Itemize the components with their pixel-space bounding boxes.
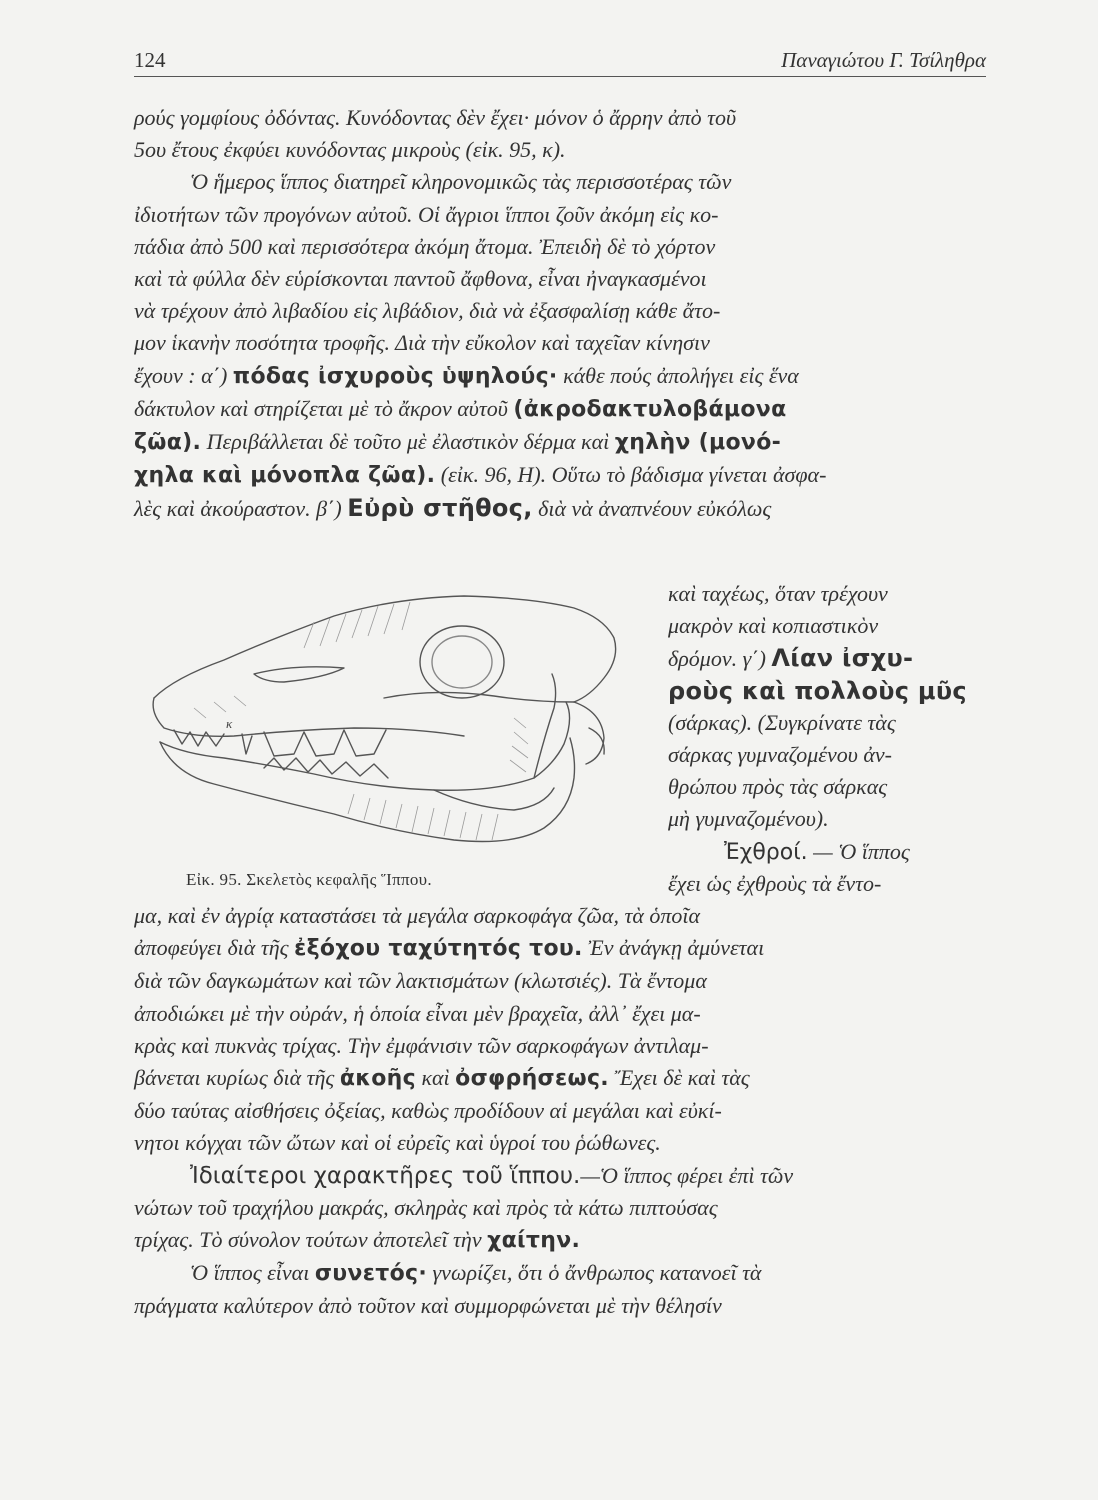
text-fragment: βάνεται κυρίως διὰ τῆς [134,1065,340,1091]
text-fragment: διὰ νὰ ἀναπνέουν εὐκόλως [532,496,772,522]
text-fragment: — Ὁ ἵππος [807,838,910,864]
text-block-top [134,102,986,526]
figure-horse-skull [134,578,634,898]
text-line [668,836,986,868]
text-line: (σάρκας). (Συγκρίνατε τὰς [668,709,896,735]
page-header [134,40,986,77]
side-text-column [668,578,986,900]
text-line: δύο ταύτας αἰσθήσεις ὀξείας, καθὼς προδίδουν αἱ μεγάλαι καὶ εὐκί- [134,1098,722,1124]
text-line [668,642,986,674]
bold-term: ἐξόχου ταχύτητός του. [294,936,583,962]
paragraph-3 [134,900,986,1160]
bold-term: πόδας ἰσχυροὺς ὑψηλούς· [232,363,558,389]
text-fragment: δάκτυλον καὶ στηρίζεται μὲ τὸ ἄκρον αὐτοῦ [134,395,514,421]
text-fragment: (εἰκ. 96, Η). Οὕτω τὸ βάδισμα γίνεται ἀσφα- [435,462,827,488]
figure-label-k: κ [226,716,233,731]
bold-term: συνετός· [314,1261,428,1287]
bold-term: ἀκοῆς [339,1066,416,1092]
text-line: 5ου ἔτους ἐκφύει κυνόδοντας μικροὺς (εἰκ. 95, κ). [134,137,566,163]
bold-term: ὀσφρήσεως. [455,1066,609,1092]
text-fragment: ἀποφεύγει διὰ τῆς [134,935,295,961]
text-fragment: λὲς καὶ ἀκούραστον. β΄) [134,496,348,522]
text-fragment: Περιβάλλεται δὲ τοῦτο μὲ ἐλαστικὸν δέρμα καὶ [201,429,615,455]
text-fragment: δρόμον. γ΄) [668,646,772,672]
text-fragment: κάθε πούς ἀπολήγει εἰς ἕνα [557,362,799,388]
text-line: διὰ τῶν δαγκωμάτων καὶ τῶν λακτισμάτων (κλωτσιές). Τὰ ἔντομα [134,968,707,994]
text-line: μὴ γυμναζομένου). [668,806,829,832]
text-line [668,675,986,707]
text-fragment: καὶ [415,1065,456,1091]
bold-term: χηλα καὶ μόνοπλα ζῶα). [134,463,436,489]
text-line: θρώπου πρὸς τὰς σάρκας [668,774,888,800]
text-line: ἀποδιώκει μὲ τὴν οὐράν, ἡ ὁποία εἶναι μὲν βραχεῖα, ἀλλ᾽ ἔχει μα- [134,1000,701,1026]
paragraph-1 [134,102,986,166]
text-line: ρούς γομφίους ὀδόντας. Κυνόδοντας δὲν ἔχει· μόνον ὁ ἄρρην ἀπὸ τοῦ [134,105,737,130]
text-line: σάρκας γυμναζομένου ἀν- [668,741,892,767]
text-line: μον ἱκανὴν ποσότητα τροφῆς. Διὰ τὴν εὔκολον καὶ ταχεῖαν κίνησιν [134,330,710,356]
text-line: πράγματα καλύτερον ἀπὸ τοῦτον καὶ συμμορφώνεται μὲ τὴν θέλησίν [134,1293,722,1319]
text-line: ἰδιοτήτων τῶν προγόνων αὐτοῦ. Οἱ ἄγριοι ἵπποι ζοῦν ἀκόμη εἰς κο- [134,201,719,227]
bold-term: χαίτην. [487,1228,581,1254]
paragraph-4 [134,1160,986,1258]
bold-term: Εὐρὺ στῆθος, [347,494,533,523]
bold-term: ζῶα). [134,430,202,456]
paragraph-2 [134,166,986,525]
text-fragment: Ἐν ἀνάγκῃ ἀμύνεται [582,935,765,961]
text-line: μακρὸν καὶ κοπιαστικὸν [668,613,879,639]
text-line: μα, καὶ ἐν ἀγρίᾳ καταστάσει τὰ μεγάλα σαρκοφάγα ζῶα, τὰ ὁποῖα [134,903,701,928]
text-fragment: τρίχας. Τὸ σύνολον τούτων ἀποτελεῖ τὴν [134,1227,488,1253]
bold-term: Λίαν ἰσχυ- [771,644,914,673]
bold-term: ροὺς καὶ πολλοὺς μῦς [668,676,967,705]
paragraph-5 [134,1257,986,1322]
text-line: καὶ τὰ φύλλα δὲν εὑρίσκονται παντοῦ ἄφθονα, εἶναι ἠναγκασμένοι [134,266,707,292]
text-fragment: —Ὁ ἵππος φέρει ἐπὶ τῶν [580,1162,794,1188]
bold-term: (ἀκροδακτυλοβάμονα [513,396,787,422]
text-fragment: Ἔχει δὲ καὶ τὰς [608,1065,750,1091]
running-title: Παναγιώτου Γ. Τσίληθρα [781,48,986,72]
text-line: κρὰς καὶ πυκνὰς τρίχας. Τὴν ἐμφάνισιν τῶν σαρκοφάγων ἀντιλαμ- [134,1032,709,1058]
horse-skull-illustration [134,578,634,868]
text-line: Ὁ ἥμερος ἵππος διατηρεῖ κληρονομικῶς τὰς περισσοτέρας τῶν [190,169,732,195]
text-line: πάδια ἀπὸ 500 καὶ περισσότερα ἀκόμη ἄτομα. Ἐπειδὴ δὲ τὸ χόρτον [134,233,716,259]
text-block-bottom [134,900,986,1323]
text-line: νώτων τοῦ τραχήλου μακράς, σκληρὰς καὶ πρὸς τὰ κάτω πιπτούσας [134,1194,718,1220]
text-line: καὶ ταχέως, ὅταν τρέχουν [668,581,888,606]
text-fragment: ἔχουν : α΄) [134,362,233,388]
figure-caption: Εἰκ. 95. Σκελετὸς κεφαλῆς Ἵππου. [186,870,432,889]
text-fragment: γνωρίζει, ὅτι ὁ ἄνθρωπος κατανοεῖ τὰ [427,1260,762,1286]
section-heading-characteristics: Ἰδιαίτεροι χαρακτῆρες τοῦ ἵππου. [190,1162,581,1189]
text-line: νητοι κόγχαι τῶν ὤτων καὶ οἱ εὐρεῖς καὶ ὑγροί του ῥώθωνες. [134,1130,661,1156]
section-heading-enemies: Ἐχθροί. [724,839,808,865]
text-fragment: Ὁ ἵππος εἶναι [190,1260,315,1286]
text-line: νὰ τρέχουν ἀπὸ λιβαδίου εἰς λιβάδιον, διὰ νὰ ἐξασφαλίσῃ κάθε ἄτο- [134,298,721,324]
bold-term: χηλὴν (μονό- [614,430,782,456]
text-line: ἔχει ὡς ἐχθροὺς τὰ ἔντο- [668,870,882,896]
page-number: 124 [134,48,166,72]
